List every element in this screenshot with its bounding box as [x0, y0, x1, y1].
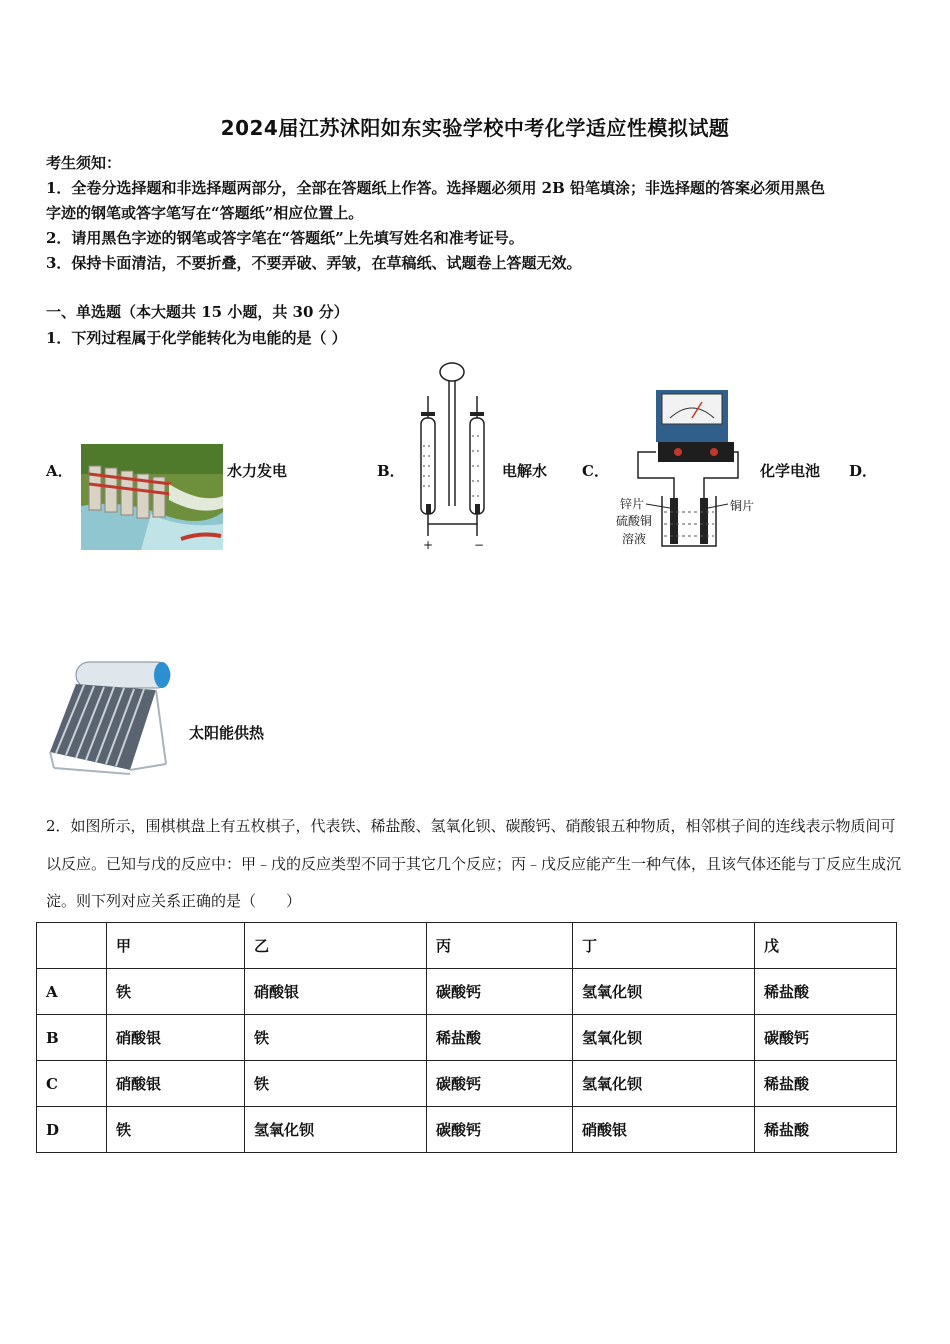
option-d-text: 太阳能供热 — [189, 724, 265, 742]
table-header-cell: 乙 — [245, 923, 427, 969]
table-cell: B — [37, 1015, 107, 1061]
copper-plate-label: 铜片 — [730, 499, 755, 513]
table-cell: 硝酸银 — [107, 1015, 245, 1061]
section-heading: 一、单选题（本大题共 15 小题，共 30 分） — [46, 303, 349, 321]
zinc-plate-label: 锌片 — [620, 497, 645, 511]
table-header-cell: 丙 — [427, 923, 573, 969]
table-cell: 稀盐酸 — [755, 969, 897, 1015]
notice-line-1a: 1．全卷分选择题和非选择题两部分，全部在答题纸上作答。选择题必须用 2B 铅笔填涂；非选择题的答案必须用黑色 — [46, 179, 826, 197]
table-cell: 氢氧化钡 — [573, 1061, 755, 1107]
table-cell: C — [37, 1061, 107, 1107]
table-header-cell — [37, 923, 107, 969]
notice-line-3: 3．保持卡面清洁，不要折叠，不要弄破、弄皱，在草稿纸、试题卷上答题无效。 — [46, 254, 582, 272]
electrolysis-negative-label: − — [474, 538, 485, 552]
table-cell: 氢氧化钡 — [573, 1015, 755, 1061]
table-header-cell: 甲 — [107, 923, 245, 969]
option-d-letter: D． — [849, 462, 878, 480]
table-cell: 硝酸银 — [107, 1061, 245, 1107]
table-row — [37, 1107, 897, 1153]
solution-label-1: 硫酸铜 — [616, 514, 653, 528]
notice-heading: 考生须知： — [46, 154, 122, 172]
option-c-letter: C． — [582, 462, 609, 480]
solar-water-heater-image — [46, 656, 172, 776]
table-cell: 碳酸钙 — [427, 1107, 573, 1153]
table-header-cell: 戊 — [755, 923, 897, 969]
table-cell: 碳酸钙 — [427, 1061, 573, 1107]
option-a-text: 水力发电 — [227, 462, 288, 480]
table-cell: 稀盐酸 — [427, 1015, 573, 1061]
table-row — [37, 1015, 897, 1061]
table-cell: 硝酸银 — [573, 1107, 755, 1153]
electrolysis-apparatus-image — [404, 356, 500, 556]
table-cell: 稀盐酸 — [755, 1107, 897, 1153]
table-header-cell: 丁 — [573, 923, 755, 969]
table-cell: 稀盐酸 — [755, 1061, 897, 1107]
table-cell: A — [37, 969, 107, 1015]
answer-table — [36, 922, 897, 1153]
question-2-stem: 2．如图所示，围棋棋盘上有五枚棋子，代表铁、稀盐酸、氢氧化钡、碳酸钙、硝酸银五种物质，相邻棋子间的连线表示物质间可以反应。已知与戊的反应中：甲﹣戊的反应类型不同于其它几个反应；丙﹣戊反应能产生一种气体，且该气体还能与丁反应生成沉淀。则下列对应关系正确的是（ ） — [46, 817, 902, 910]
option-a-letter: A． — [46, 462, 73, 480]
option-c-text: 化学电池 — [760, 462, 821, 480]
table-cell: 硝酸银 — [245, 969, 427, 1015]
page-title: 2024届江苏沭阳如东实验学校中考化学适应性模拟试题 — [220, 116, 730, 140]
table-cell: 碳酸钙 — [427, 969, 573, 1015]
option-b-letter: B． — [377, 462, 405, 480]
table-cell: 碳酸钙 — [755, 1015, 897, 1061]
notice-line-1b: 字迹的钢笔或答字笔写在“答题纸”相应位置上。 — [46, 204, 364, 222]
hydropower-image — [81, 444, 223, 550]
table-cell: 铁 — [107, 1107, 245, 1153]
table-cell: D — [37, 1107, 107, 1153]
table-row — [37, 1061, 897, 1107]
notice-line-2: 2．请用黑色字迹的钢笔或答字笔在“答题纸”上先填写姓名和准考证号。 — [46, 229, 524, 247]
table-cell: 铁 — [245, 1015, 427, 1061]
table-cell: 铁 — [245, 1061, 427, 1107]
table-cell: 铁 — [107, 969, 245, 1015]
option-b-text: 电解水 — [502, 462, 548, 480]
table-row — [37, 969, 897, 1015]
table-cell: 氢氧化钡 — [245, 1107, 427, 1153]
table-header-row — [37, 923, 897, 969]
solution-label-2: 溶液 — [622, 532, 647, 546]
question-1-stem: 1．下列过程属于化学能转化为电能的是（ ） — [46, 329, 347, 347]
table-cell: 氢氧化钡 — [573, 969, 755, 1015]
electrolysis-positive-label: + — [423, 538, 434, 552]
